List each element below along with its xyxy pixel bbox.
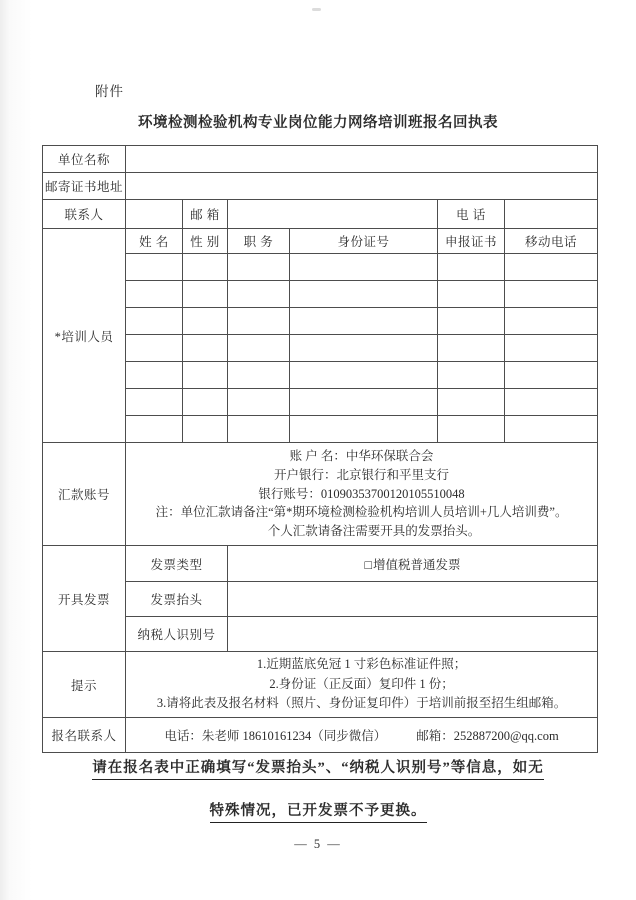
registration-contact-email: 邮箱：252887200@qq.com: [416, 729, 559, 743]
tips-row: [43, 652, 598, 718]
registration-contact-value: [126, 718, 598, 753]
email-label: 邮 箱: [183, 200, 228, 229]
registration-contact-label: 报名联系人: [43, 718, 126, 753]
phone-value-cell: [505, 200, 598, 229]
registration-contact-phone: 电话：朱老师 18610161234（同步微信）: [164, 729, 387, 743]
remit-note-line2: 个人汇款请备注需要开具的发票抬头。: [267, 524, 481, 539]
checkbox-icon: □: [364, 557, 373, 572]
invoice-type-label: 发票类型: [126, 546, 228, 582]
page-title: 环境检测检验机构专业岗位能力网络培训班报名回执表: [138, 115, 498, 131]
invoice-label: 开具发票: [43, 546, 126, 652]
column-header-name: 姓 名: [126, 229, 183, 254]
column-header-id-number: 身份证号: [290, 229, 438, 254]
phone-label: 电 话: [438, 200, 505, 229]
trainee-row: [43, 254, 598, 281]
invoice-type-value-cell: [228, 546, 598, 582]
column-header-position: 职 务: [228, 229, 290, 254]
invoice-title-value-cell: [228, 582, 598, 617]
mailing-address-label: 邮寄证书地址: [43, 173, 126, 200]
remittance-label: 汇款账号: [43, 443, 126, 546]
unit-name-label: 单位名称: [43, 146, 126, 173]
contact-name-value-cell: [126, 200, 183, 229]
attachment-label: 附件: [95, 84, 124, 99]
trainee-row: [43, 308, 598, 335]
table-row: [43, 146, 598, 173]
account-number-line: 银行账号：01090353700120105510048: [258, 486, 465, 501]
remittance-row: [43, 443, 598, 546]
tips-item-1: 1.近期蓝底免冠 1 寸彩色标准证件照；: [256, 657, 467, 672]
email-value-cell: [228, 200, 438, 229]
tips-label: 提示: [43, 652, 126, 718]
column-header-mobile: 移动电话: [505, 229, 598, 254]
unit-name-value-cell: [126, 146, 598, 173]
table-row: [43, 173, 598, 200]
scan-artifact: [312, 8, 321, 11]
contact-label: 联系人: [43, 200, 126, 229]
mailing-address-value-cell: [126, 173, 598, 200]
tips-item-3: 3.请将此表及报名材料（照片、身份证复印件）于培训前报至招生组邮箱。: [156, 696, 567, 711]
trainee-row: [43, 335, 598, 362]
trainee-row: [43, 362, 598, 389]
taxpayer-id-value-cell: [228, 617, 598, 652]
account-name-line: 账 户 名：中华环保联合会: [289, 449, 434, 464]
registration-form-table: [42, 145, 598, 753]
tips-content: [126, 652, 598, 718]
personnel-header-row: [43, 229, 598, 254]
trainee-row: [43, 416, 598, 443]
tips-item-2: 2.身份证（正反面）复印件 1 份；: [269, 676, 454, 691]
trainee-row: [43, 281, 598, 308]
remit-note-line1: 注：单位汇款请备注“第*期环境检测检验机构培训人员培训+几人培训费”。: [155, 505, 568, 520]
column-header-gender: 性 别: [183, 229, 228, 254]
remittance-details: [126, 443, 598, 546]
bank-line: 开户银行：北京银行和平里支行: [274, 467, 450, 482]
registration-contact-row: [43, 718, 598, 753]
column-header-certificate: 申报证书: [438, 229, 505, 254]
invoice-type-row: [43, 546, 598, 582]
footer-warning-line2: 特殊情况，已开发票不予更换。: [0, 799, 636, 820]
footer-warning-line1: 请在报名表中正确填写“发票抬头”、“纳税人识别号”等信息，如无: [0, 756, 636, 777]
invoice-title-row: [43, 582, 598, 617]
invoice-title-label: 发票抬头: [126, 582, 228, 617]
trainee-row: [43, 389, 598, 416]
table-row: [43, 200, 598, 229]
trainees-label: *培训人员: [43, 229, 126, 443]
invoice-type-option: 增值税普通发票: [373, 557, 461, 572]
taxpayer-id-label: 纳税人识别号: [126, 617, 228, 652]
taxpayer-id-row: [43, 617, 598, 652]
page-number: — 5 —: [294, 837, 342, 851]
